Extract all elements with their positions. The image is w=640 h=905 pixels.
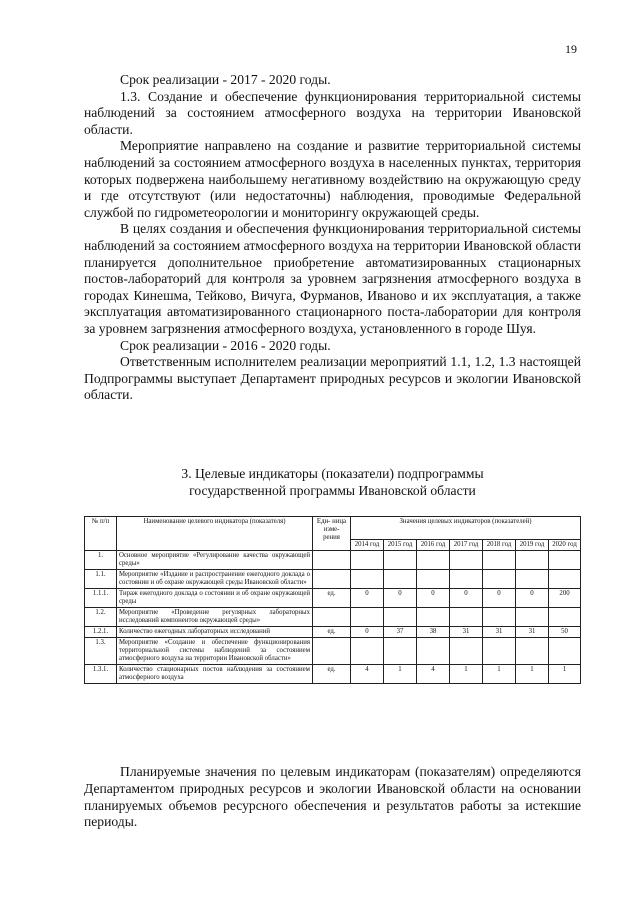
header-year: 2020 год [549,540,581,551]
row-unit [313,608,351,627]
paragraph: 1.3. Создание и обеспечение функционирования территориальной системы наблюдений за состоянием атмосферного воздуха на территории Ивановской области. [84,88,581,137]
row-unit: ед. [313,627,351,638]
header-year: 2018 год [483,540,516,551]
row-value [516,570,549,589]
row-value [483,638,516,665]
row-name: Количество ежегодных лабораторных исследований [117,627,313,638]
row-value: 1 [483,665,516,684]
row-value: 200 [549,589,581,608]
header-unit: Еди- ница изме- рения [313,517,351,551]
row-num: 1. [85,551,117,570]
row-value [450,570,483,589]
header-year: 2016 год [417,540,450,551]
row-num: 1.1.1. [85,589,117,608]
row-value: 4 [351,665,384,684]
row-value [549,608,581,627]
row-value [483,608,516,627]
row-value: 1 [450,665,483,684]
row-value: 31 [483,627,516,638]
row-value [450,608,483,627]
row-value [351,608,384,627]
header-year: 2019 год [516,540,549,551]
row-unit [313,570,351,589]
header-year: 2014 год [351,540,384,551]
row-value [549,570,581,589]
row-value: 0 [351,627,384,638]
row-name: Количество стационарных постов наблюдения за состоянием атмосферного воздуха [117,665,313,684]
row-value [483,570,516,589]
table-row [85,570,581,589]
row-value [549,638,581,665]
row-value: 0 [417,589,450,608]
row-unit: ед. [313,589,351,608]
row-value: 31 [516,627,549,638]
row-value [351,570,384,589]
row-value [549,551,581,570]
table-row [85,638,581,665]
header-year: 2017 год [450,540,483,551]
header-name: Наименование целевого индикатора (показателя) [117,517,313,551]
row-value [417,551,450,570]
paragraph: В целях создания и обеспечения функционирования территориальной системы наблюдений за состоянием атмосферного воздуха на территории Ивановской области планируется дополнительное приобретение автоматизированных стационарных постов-лабораторий для контроля за уровнем загрязнения атмосферного воздуха в городах Кинешма, Тейково, Вичуга, Фурманов, Иваново и их эксплуатация, а также эксплуатация автоматизированного стационарного поста-лаборатории для контроля за уровнем загрязнения атмосферного воздуха, установленного в городе Шуя. [84,221,581,336]
row-value [351,638,384,665]
indicators-table [84,516,580,684]
row-num: 1.2.1. [85,627,117,638]
row-unit [313,551,351,570]
row-num: 1.2. [85,608,117,627]
main-text [84,72,581,404]
row-num: 1.1. [85,570,117,589]
row-value: 38 [417,627,450,638]
row-value: 1 [516,665,549,684]
row-value [417,638,450,665]
row-value [516,608,549,627]
row-name: Мероприятие «Издание и распространение ежегодного доклада о состоянии и об охране окружающей среды Ивановской области» [117,570,313,589]
row-value: 0 [384,589,417,608]
row-value [516,551,549,570]
row-name: Тираж ежегодного доклада о состоянии и об охране окружающей среды [117,589,313,608]
row-name: Мероприятие «Создание и обеспечение функционирования территориальной системы наблюдений за состоянием атмосферного воздуха на территории Ивановской области» [117,638,313,665]
section-title [84,465,581,499]
row-value: 0 [516,589,549,608]
row-value [450,551,483,570]
row-value: 1 [549,665,581,684]
page-number: 19 [565,42,577,56]
row-value: 37 [384,627,417,638]
row-value: 0 [450,589,483,608]
paragraph: Срок реализации - 2017 - 2020 годы. [120,72,331,87]
row-value: 0 [351,589,384,608]
row-value: 50 [549,627,581,638]
row-value [516,638,549,665]
header-num: № п/п [85,517,117,551]
row-value: 31 [450,627,483,638]
row-value: 4 [417,665,450,684]
paragraph: Ответственным исполнителем реализации мероприятий 1.1, 1.2, 1.3 настоящей Подпрограммы выступает Департамент природных ресурсов и экологии Ивановской области. [84,354,581,403]
paragraph: Мероприятие направлено на создание и развитие территориальной системы наблюдений за состоянием атмосферного воздуха в населенных пунктах, территория которых подвержена наибольшему негативному воздействию на окружающую среду и где отсутствуют (или недостаточны) наблюдения, проводимые Федеральной службой по гидрометеорологии и мониторингу окружающей среды. [84,138,581,220]
row-value: 0 [483,589,516,608]
row-value [351,551,384,570]
row-unit: ед. [313,665,351,684]
row-value [417,570,450,589]
bottom-text [84,764,581,831]
section-title-line: государственной программы Ивановской области [189,483,476,498]
table-row [85,589,581,608]
row-value [384,608,417,627]
section-title-line: 3. Целевые индикаторы (показатели) подпрограммы [181,466,484,481]
table-row [85,608,581,627]
row-value [384,638,417,665]
row-value: 1 [384,665,417,684]
row-value [384,551,417,570]
table-row [85,551,581,570]
paragraph: Планируемые значения по целевым индикаторам (показателям) определяются Департаментом природных ресурсов и экологии Ивановской области на основании планируемых объемов ресурсного обеспечения и результатов работы за истекшие периоды. [84,764,581,830]
row-value [450,638,483,665]
row-name: Основное мероприятие «Регулирование качества окружающей среды» [117,551,313,570]
row-value [384,570,417,589]
header-year: 2015 год [384,540,417,551]
row-num: 1.3.1. [85,665,117,684]
table-row [85,627,581,638]
row-name: Мероприятие «Проведение регулярных лабораторных исследований компонентов окружающей среды» [117,608,313,627]
row-value [417,608,450,627]
header-values-group: Значения целевых индикаторов (показателей) [351,517,581,540]
row-num: 1.3. [85,638,117,665]
table-row [85,665,581,684]
paragraph: Срок реализации - 2016 - 2020 годы. [120,337,331,353]
row-value [483,551,516,570]
row-unit [313,638,351,665]
